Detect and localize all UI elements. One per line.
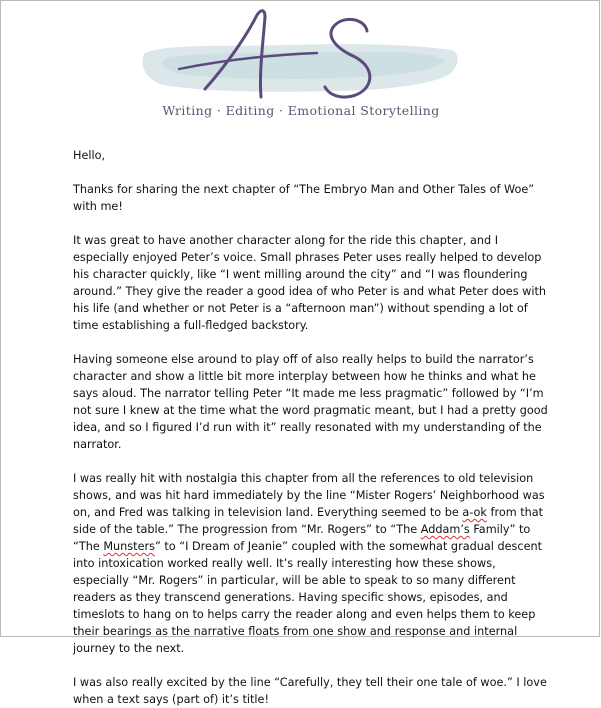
letter-paragraph: Having someone else around to play off of also really helps to build the narrator’s character and show a little bit more interplay between how he thinks and what he says aloud. The narrator telling Peter “It made me less pragmatic” followed by “I’m not sure I knew at the time what the word pragmatic meant, but I had a pretty good idea, and so I figured I’d run with it” really resonated with my understanding of the narrator. <box>73 353 548 451</box>
text-run: from that side of the table.” The progression from “Mr. Rogers” to “The <box>73 506 544 536</box>
letter-paragraph: I was also really excited by the line “Carefully, they tell their one tale of woe.” I love when a text says (part of) it’s title! <box>73 676 547 706</box>
as-monogram-logo <box>139 3 469 107</box>
spellcheck-flagged-word: Addam’s <box>420 523 470 536</box>
spellcheck-flagged-word: a-ok <box>462 506 487 519</box>
letter-greeting: Hello, <box>73 149 106 162</box>
text-run: Family” to “The <box>73 523 531 553</box>
letter-body <box>73 147 555 708</box>
spellcheck-flagged-word: Munsters <box>103 540 155 553</box>
letterhead-tagline: Writing · Editing · Emotional Storytelling <box>162 103 440 118</box>
letter-paragraph: It was great to have another character along for the ride this chapter, and I especially enjoyed Peter’s voice. Small phrases Peter uses really helped to develop his character quickly, like “I went milling around the city” and “I was floundering around.” They give the reader a good idea of who Peter is and what Peter does with his life (and whether or not Peter is a “afternoon man”) without spending a lot of time establishing a full-fledged backstory. <box>73 234 547 332</box>
letterhead <box>1 1 601 131</box>
text-run: ” to “I Dream of Jeanie” coupled with the somewhat gradual descent into intoxication worked really well. It’s really interesting how these shows, especially “Mr. Rogers” in particular, will be able to speak to so many different readers as they transcend generations. Having specific shows, episodes, and timeslots to hang on to helps carry the reader along and even helps them to keep their bearings as the narrative floats from one show and response and internal journey to the next. <box>73 540 543 655</box>
letter-paragraph <box>73 470 555 657</box>
letter-paragraph: Thanks for sharing the next chapter of “The Embryo Man and Other Tales of Woe” with me! <box>73 183 535 213</box>
text-run: I was really hit with nostalgia this chapter from all the references to old television shows, and was hit hard immediately by the line “Mister Rogers’ Neighborhood was on, and Fred was talking in television land. Everything seemed to be <box>73 472 545 519</box>
